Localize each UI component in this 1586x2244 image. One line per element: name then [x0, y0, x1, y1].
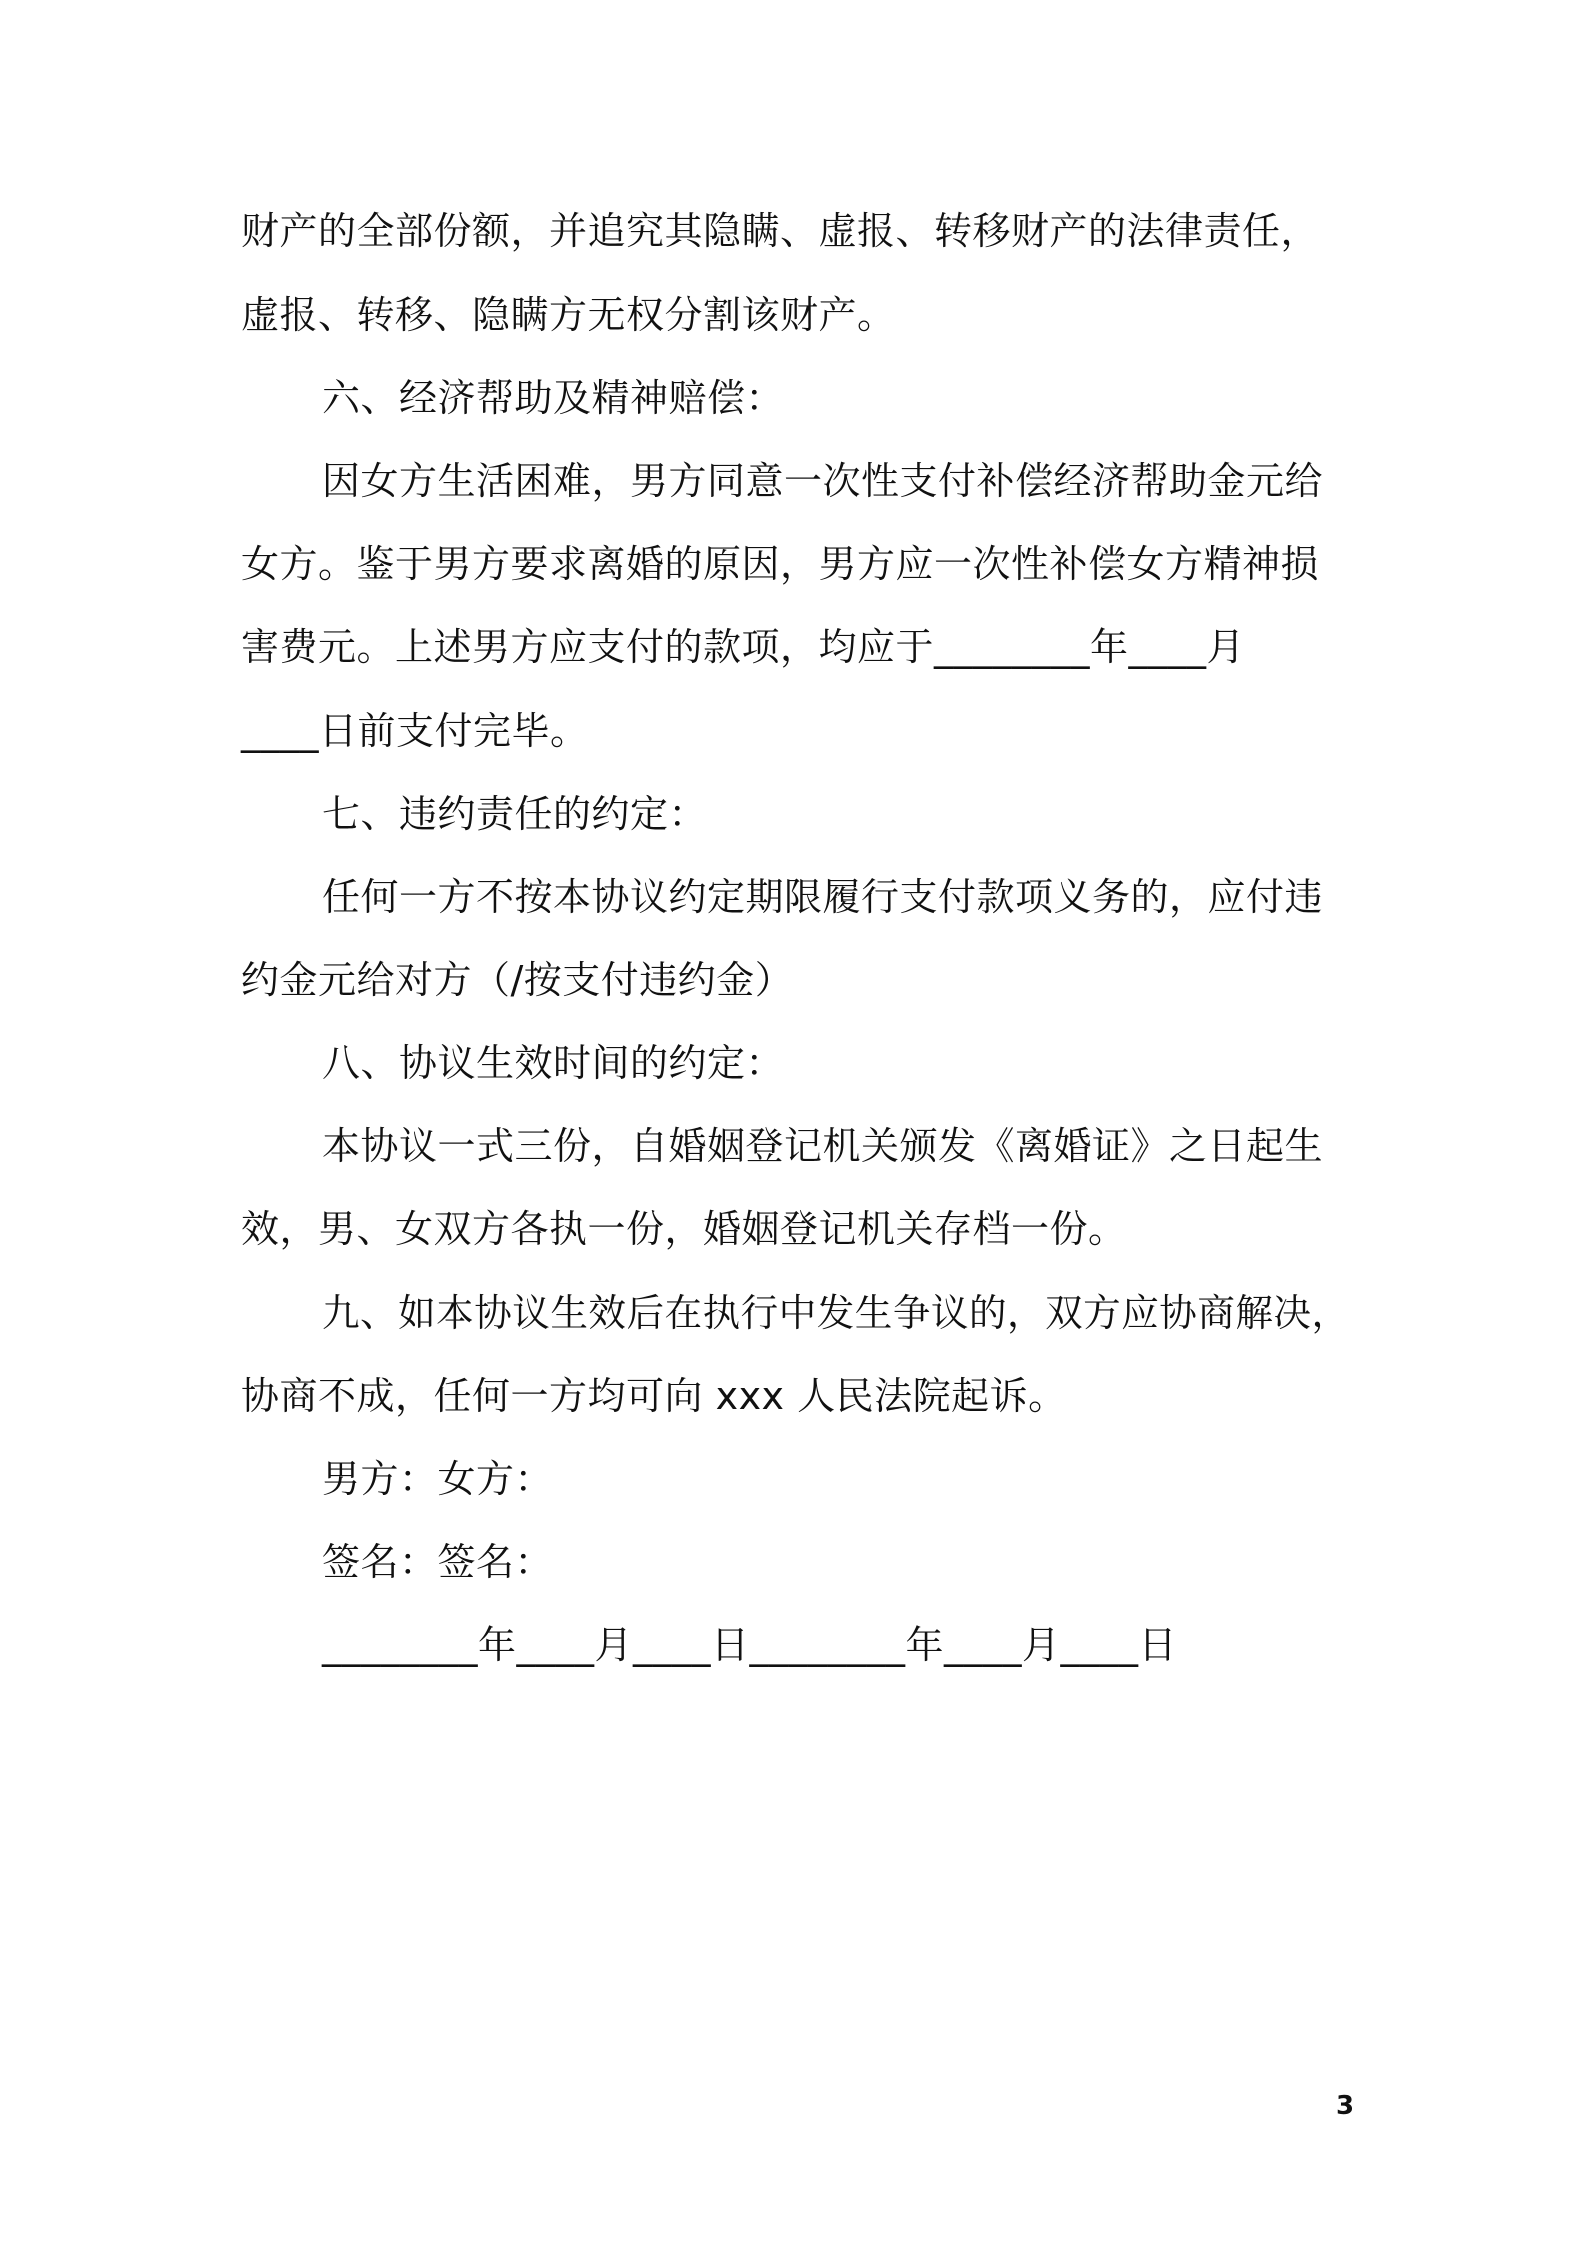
date-line: ________年____月____日________年____月____日	[322, 1623, 1178, 1667]
text-line: 害费元。上述男方应支付的款项，均应于________年____月	[241, 625, 1246, 669]
text-line: 女方。鉴于男方要求离婚的原因，男方应一次性补偿女方精神损	[241, 542, 1320, 586]
page-number: 3	[1336, 2091, 1355, 2121]
text-line: 因女方生活困难，男方同意一次性支付补偿经济帮助金元给	[322, 459, 1324, 503]
section-heading: 六、经济帮助及精神赔偿：	[322, 376, 785, 420]
text-line: 约金元给对方（/按支付违约金）	[241, 958, 794, 1002]
signature-label: 男方：女方：	[322, 1457, 554, 1501]
text-line: 任何一方不按本协议约定期限履行支付款项义务的，应付违	[322, 875, 1324, 919]
text-line: 协商不成，任何一方均可向 xxx 人民法院起诉。	[241, 1374, 1067, 1418]
text-line: 九、如本协议生效后在执行中发生争议的，双方应协商解决，	[322, 1291, 1350, 1335]
section-heading: 八、协议生效时间的约定：	[322, 1041, 785, 1085]
text-line: 财产的全部份额，并追究其隐瞒、虚报、转移财产的法律责任，	[241, 209, 1320, 253]
text-line: ____日前支付完毕。	[241, 709, 589, 753]
text-line: 效，男、女双方各执一份，婚姻登记机关存档一份。	[241, 1207, 1127, 1251]
text-line: 本协议一式三份，自婚姻登记机关颁发《离婚证》之日起生	[322, 1124, 1324, 1168]
section-heading: 七、违约责任的约定：	[322, 792, 708, 836]
signature-label: 签名：签名：	[322, 1540, 554, 1584]
text-line: 虚报、转移、隐瞒方无权分割该财产。	[241, 293, 896, 337]
